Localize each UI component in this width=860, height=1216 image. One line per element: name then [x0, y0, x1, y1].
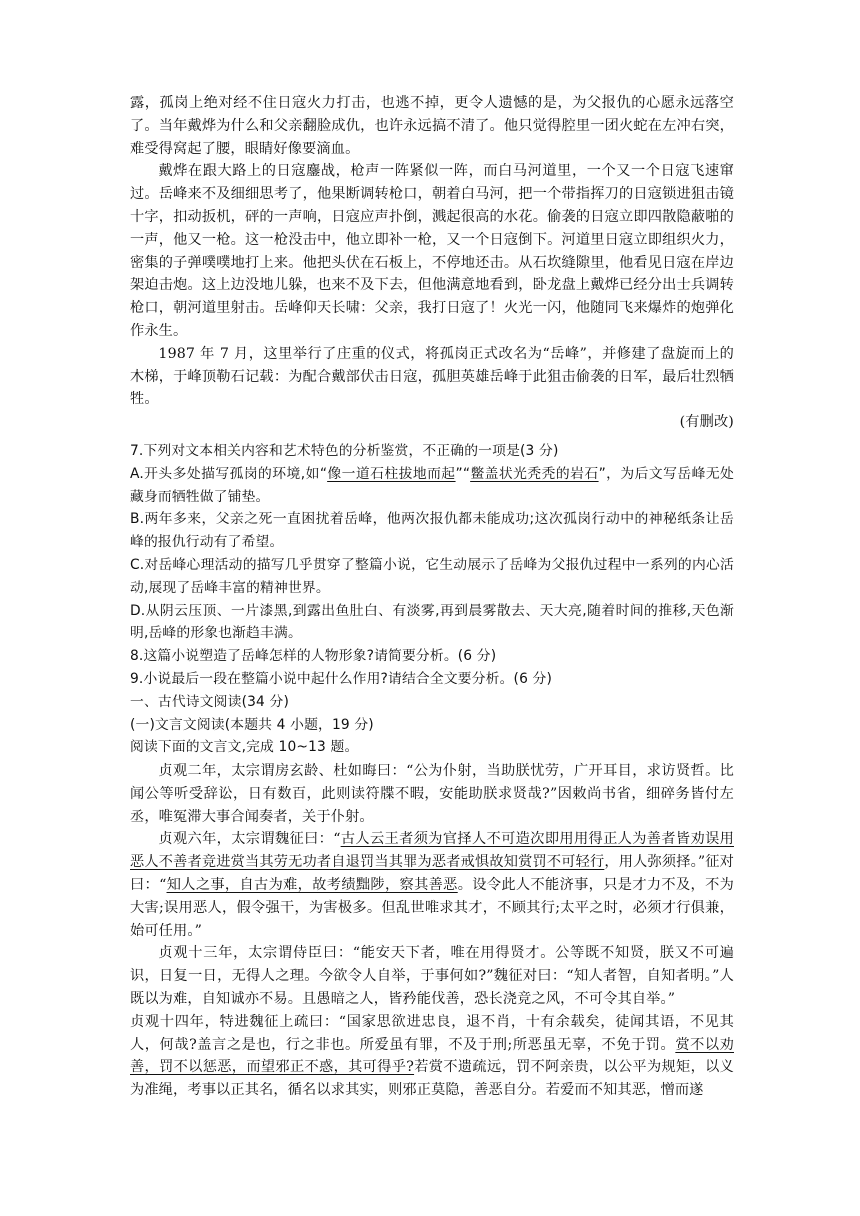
c2-underlined-sentence-1: 古人云王者须为官择人不可造次即用用得正人为善者皆劝误用恶人不善者竞进赏当其劳无功者自退罚当其罪为恶者戒惧故知赏罚不可轻行: [130, 831, 734, 871]
questions-section: [130, 440, 734, 759]
question-8: 8.这篇小说塑造了岳峰怎样的人物形象?请简要分析。(6 分): [130, 648, 497, 665]
classical-paragraph-1: 贞观二年，太宗谓房玄龄、杜如晦曰：“公为仆射，当助朕忧劳，广开耳目，求访贤哲。比闻公等听受辞讼，日有数百，此则读符牒不暇，安能助朕求贤哉?”因敕尚书省，细碎务皆付左丞，唯冤滞大事合闻奏者，关于仆射。: [130, 763, 734, 825]
classical-text: [130, 760, 734, 1102]
c2-underlined-sentence-2: 知人之事，自古为难，故考绩黜陟，察其善恶: [166, 876, 458, 893]
option-a-text-mid: ”“: [455, 465, 471, 482]
c2-text-mid: ，用人弥须择。”征对曰：“: [130, 854, 735, 893]
classical-paragraph-4: [130, 1011, 734, 1102]
option-a-text-start: A.开头多处描写孤岗的环境,如“: [130, 465, 328, 482]
option-a-text-end: ”，为后文写岳峰无处藏身而牺牲做了铺垫。: [130, 465, 734, 505]
option-a-underlined-quote-2: 鳖盖状光秃秃的岩石: [470, 465, 599, 482]
subsection-heading: (一)文言文阅读(本题共 4 小题，19 分): [130, 716, 374, 733]
story-paragraph-2: 戴烨在跟大路上的日寇鏖战，枪声一阵紧似一阵，而白马河道里，一个又一个日寇飞速窜过。岳峰来不及细细思考了，他果断调转枪口，朝着白马河，把一个带指挥刀的日寇锁进狙击镜十字，扣动扳机，砰的一声响，日寇应声扑倒，溅起很高的水花。偷袭的日寇立即四散隐蔽啪的一声，他又一枪。这一枪没击中，他立即补一枪，又一个日寇倒下。河道里日寇立即组织火力，密集的子弹噗噗地打上来。他把头伏在石板上，不停地还击。从石坎缝隙里，他看见日寇在岸边架迫击炮。这上边没地儿躲，也来不及下去，但他满意地看到，卧龙盘上戴烨已经分出士兵调转枪口，朝河道里射击。岳峰仰天长啸：父亲，我打日寇了！火光一闪，他随同飞来爆炸的炮弹化作永生。: [130, 163, 734, 339]
classical-paragraph-2: [130, 828, 734, 942]
reading-instruction: 阅读下面的文言文,完成 10~13 题。: [130, 739, 359, 756]
c4-underlined-sentence: 赏不以劝善，罚不以惩恶，而望邪正不惑，其可得乎?: [130, 1036, 734, 1076]
section-heading: 一、古代诗文阅读(34 分): [130, 693, 289, 710]
option-a-underlined-quote-1: 像一道石柱拔地而起: [327, 465, 456, 482]
question-7-option-d: D.从阴云压顶、一片漆黑,到露出鱼肚白、有淡雾,再到晨雾散去、天大亮,随着时间的推移,天色渐明,岳峰的形象也渐趋丰满。: [130, 602, 734, 642]
question-7-option-c: C.对岳峰心理活动的描写几乎贯穿了整篇小说，它生动展示了岳峰为父报仇过程中一系列的内心活动,展现了岳峰丰富的精神世界。: [130, 556, 734, 596]
question-7-stem: 7.下列对文本相关内容和艺术特色的分析鉴赏，不正确的一项是(3 分): [130, 443, 559, 459]
story-paragraph-1: 露，孤岗上绝对经不住日寇火力打击，也逃不掉，更令人遗憾的是，为父报仇的心愿永远落空了。当年戴烨为什么和父亲翻脸成仇，也许永远搞不清了。他只觉得腔里一团火蛇在左冲右突，难受得窝起了腰，眼睛好像要滴血。: [130, 95, 734, 157]
classical-paragraph-3: 贞观十三年，太宗谓侍臣曰：“能安天下者，唯在用得贤才。公等既不知贤，朕又不可遍识，日复一日，无得人之理。今欲令人自举，于事何如?”魏征对曰：“知人者智，自知者明。”人既以为难，自知诚亦不易。且愚暗之人，皆矜能伐善，恐长浇竞之风，不可令其自举。”: [130, 945, 734, 1007]
question-9: 9.小说最后一段在整篇小说中起什么作用?请结合全文要分析。(6 分): [130, 670, 553, 687]
c2-text-start: 贞观六年，太宗谓魏征曰：“: [158, 831, 341, 848]
c4-text-start: 贞观十四年，特进魏征上疏曰：“国家思欲进忠良，退不肖，十有余载矣，徒闻其语，不见其人，何哉?盖言之是也，行之非也。所爱虽有罪，不及于刑;所恶虽无辜，不免于罚。: [130, 1013, 734, 1053]
c2-text-end: 。设令此人不能济事，只是才力不及，不为大害;误用恶人，假令强干，为害极多。但乱世唯求其才，不顾其行;太平之时，必须才行俱兼，始可任用。”: [130, 876, 734, 939]
c4-text-end: 若赏不遗疏远，罚不阿亲贵，以公平为规矩，以义为准绳，考事以正其名，循名以求其实，则邪正莫隐，善恶自分。若爱而不知其恶，憎而遂: [130, 1059, 734, 1099]
story-excerpt: [130, 92, 734, 434]
story-paragraph-3: 1987 年 7 月，这里举行了庄重的仪式，将孤岗正式改名为“岳峰”，并修建了盘旋而上的木梯，于峰顶勒石记载：为配合戴部伏击日寇，孤胆英雄岳峰于此狙击偷袭的日军，最后壮烈牺牲。: [130, 345, 734, 408]
question-7-option-b: B.两年多来，父亲之死一直困扰着岳峰，他两次报仇都未能成功;这次孤岗行动中的神秘纸条让岳峰的报仇行动有了希望。: [130, 511, 734, 551]
source-note: (有删改): [679, 414, 734, 431]
question-7-option-a: [130, 463, 734, 509]
